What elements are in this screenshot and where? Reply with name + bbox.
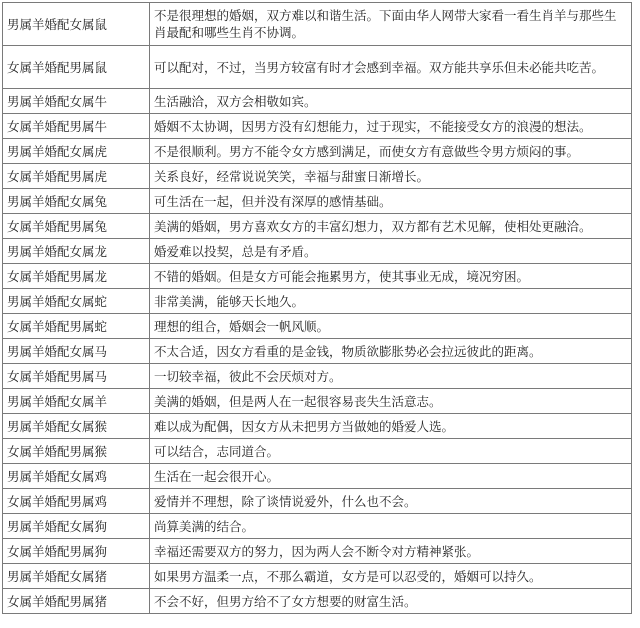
pairing-cell: 男属羊婚配女属猴: [3, 414, 150, 439]
table-row: [3, 3, 632, 46]
pairing-cell: 男属羊婚配女属鼠: [3, 3, 150, 46]
table-row: [3, 414, 632, 439]
description-cell: 美满的婚姻，男方喜欢女方的丰富幻想力，双方都有艺术见解，使相处更融洽。: [150, 214, 632, 239]
pairing-cell: 女属羊婚配男属狗: [3, 539, 150, 564]
pairing-cell: 女属羊婚配男属猪: [3, 589, 150, 614]
table-row: [3, 514, 632, 539]
description-cell: 尚算美满的结合。: [150, 514, 632, 539]
description-cell: 不会不好，但男方给不了女方想要的财富生活。: [150, 589, 632, 614]
description-cell: 不是很顺利。男方不能令女方感到满足，而使女方有意做些令男方烦闷的事。: [150, 139, 632, 164]
pairing-cell: 女属羊婚配男属猴: [3, 439, 150, 464]
description-cell: 不错的婚姻。但是女方可能会拖累男方，使其事业无成，境况穷困。: [150, 264, 632, 289]
pairing-cell: 男属羊婚配女属狗: [3, 514, 150, 539]
pairing-cell: 女属羊婚配男属龙: [3, 264, 150, 289]
table-row: [3, 289, 632, 314]
table-row: [3, 264, 632, 289]
description-cell: 理想的组合，婚姻会一帆风顺。: [150, 314, 632, 339]
pairing-cell: 女属羊婚配男属兔: [3, 214, 150, 239]
description-cell: 婚姻不太协调，因男方没有幻想能力，过于现实，不能接受女方的浪漫的想法。: [150, 114, 632, 139]
table-row: [3, 139, 632, 164]
description-cell: 爱情并不理想，除了谈情说爱外，什么也不会。: [150, 489, 632, 514]
pairing-cell: 女属羊婚配男属牛: [3, 114, 150, 139]
pairing-cell: 男属羊婚配女属牛: [3, 89, 150, 114]
description-cell: 不太合适，因女方看重的是金钱，物质欲膨胀势必会拉远彼此的距离。: [150, 339, 632, 364]
description-cell: 不是很理想的婚姻，双方难以和谐生活。下面由华人网带大家看一看生肖羊与那些生肖最配和哪些生肖不协调。: [150, 3, 632, 46]
description-cell: 婚爱难以投契，总是有矛盾。: [150, 239, 632, 264]
description-cell: 美满的婚姻，但是两人在一起很容易丧失生活意志。: [150, 389, 632, 414]
pairing-cell: 男属羊婚配女属猪: [3, 564, 150, 589]
pairing-cell: 男属羊婚配女属蛇: [3, 289, 150, 314]
description-cell: 幸福还需要双方的努力，因为两人会不断令对方精神紧张。: [150, 539, 632, 564]
table-row: [3, 214, 632, 239]
table-row: [3, 46, 632, 89]
pairing-cell: 男属羊婚配女属虎: [3, 139, 150, 164]
description-cell: 关系良好，经常说说笑笑，幸福与甜蜜日渐增长。: [150, 164, 632, 189]
description-cell: 生活融洽，双方会相敬如宾。: [150, 89, 632, 114]
description-cell: 一切较幸福，彼此不会厌烦对方。: [150, 364, 632, 389]
table-row: [3, 164, 632, 189]
pairing-cell: 男属羊婚配女属龙: [3, 239, 150, 264]
description-cell: 生活在一起会很开心。: [150, 464, 632, 489]
table-row: [3, 389, 632, 414]
table-row: [3, 114, 632, 139]
table-row: [3, 89, 632, 114]
pairing-cell: 女属羊婚配男属蛇: [3, 314, 150, 339]
table-row: [3, 314, 632, 339]
pairing-cell: 男属羊婚配女属兔: [3, 189, 150, 214]
description-cell: 可以结合，志同道合。: [150, 439, 632, 464]
description-cell: 可生活在一起，但并没有深厚的感情基础。: [150, 189, 632, 214]
pairing-cell: 男属羊婚配女属羊: [3, 389, 150, 414]
table-row: [3, 339, 632, 364]
table-row: [3, 239, 632, 264]
description-cell: 非常美满，能够天长地久。: [150, 289, 632, 314]
description-cell: 可以配对，不过，当男方较富有时才会感到幸福。双方能共享乐但未必能共吃苦。: [150, 46, 632, 89]
zodiac-compatibility-table: [2, 2, 632, 614]
table-row: [3, 564, 632, 589]
pairing-cell: 女属羊婚配男属马: [3, 364, 150, 389]
pairing-cell: 女属羊婚配男属鸡: [3, 489, 150, 514]
table-row: [3, 439, 632, 464]
description-cell: 难以成为配偶，因女方从未把男方当做她的婚爱人选。: [150, 414, 632, 439]
compatibility-table-container: [2, 2, 632, 614]
table-row: [3, 489, 632, 514]
table-row: [3, 464, 632, 489]
table-row: [3, 539, 632, 564]
table-row: [3, 364, 632, 389]
table-row: [3, 189, 632, 214]
pairing-cell: 男属羊婚配女属鸡: [3, 464, 150, 489]
pairing-cell: 女属羊婚配男属鼠: [3, 46, 150, 89]
pairing-cell: 男属羊婚配女属马: [3, 339, 150, 364]
table-row: [3, 589, 632, 614]
description-cell: 如果男方温柔一点，不那么霸道，女方是可以忍受的，婚姻可以持久。: [150, 564, 632, 589]
pairing-cell: 女属羊婚配男属虎: [3, 164, 150, 189]
